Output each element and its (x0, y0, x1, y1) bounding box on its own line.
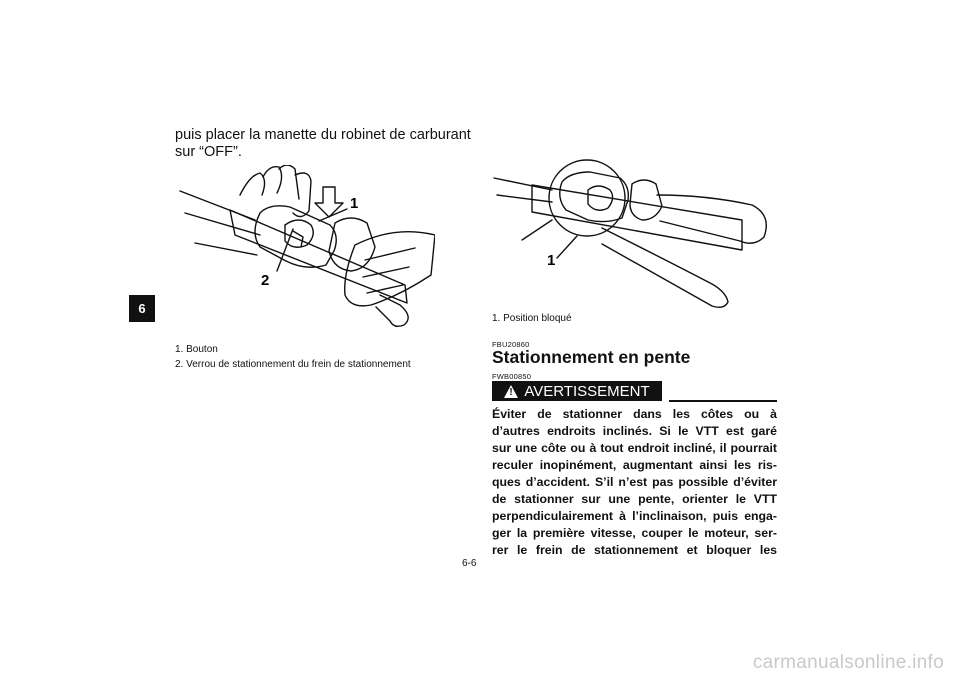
warning-line: Éviter de stationner dans les côtes ou à (492, 407, 777, 421)
warning-line: de stationner sur une pente, orienter le VTT (492, 492, 777, 506)
caption-item: 1. Position bloqué (492, 313, 572, 324)
caption-right (492, 311, 572, 326)
callout-1: 1 (350, 195, 359, 212)
warning-banner (492, 381, 662, 401)
callout-2: 2 (261, 272, 270, 289)
warning-line: rer le frein de stationnement et bloquer les (492, 543, 777, 557)
section-heading: Stationnement en pente (492, 347, 691, 367)
chapter-tab: 6 (129, 295, 155, 322)
caption-left (175, 342, 411, 372)
caption-item: 2. Verrou de stationnement du frein de stationnement (175, 359, 411, 370)
warning-line: perpendiculairement à l’inclinaison, puis enga- (492, 509, 777, 523)
intro-paragraph: puis placer la manette du robinet de carburant sur “OFF”. (175, 127, 471, 160)
parking-brake-lock-illustration (175, 165, 435, 330)
lock-position-illustration (492, 150, 777, 310)
warning-line: ques d’accident. S’il n’est pas possible d’éviter (492, 475, 777, 489)
page-number: 6-6 (462, 558, 477, 569)
warning-label: AVERTISSEMENT (524, 382, 650, 400)
warning-rule (669, 400, 777, 402)
callout-1: 1 (547, 252, 556, 269)
warning-line: reculer inopinément, augmentant ainsi les ris- (492, 458, 777, 472)
watermark: carmanualsonline.info (752, 652, 944, 673)
warning-line: sur une côte ou à tout endroit incliné, il pourrait (492, 441, 777, 455)
warning-code: FWB00850 (492, 372, 532, 381)
exclamation-triangle-icon: ! (504, 385, 518, 398)
caption-item: 1. Bouton (175, 344, 218, 355)
section-code: FBU20860 (492, 340, 530, 349)
warning-line: ger la première vitesse, couper le moteur, ser- (492, 526, 777, 540)
warning-text (492, 406, 777, 559)
warning-line: d’autres endroits inclinés. Si le VTT est garé (492, 424, 777, 438)
